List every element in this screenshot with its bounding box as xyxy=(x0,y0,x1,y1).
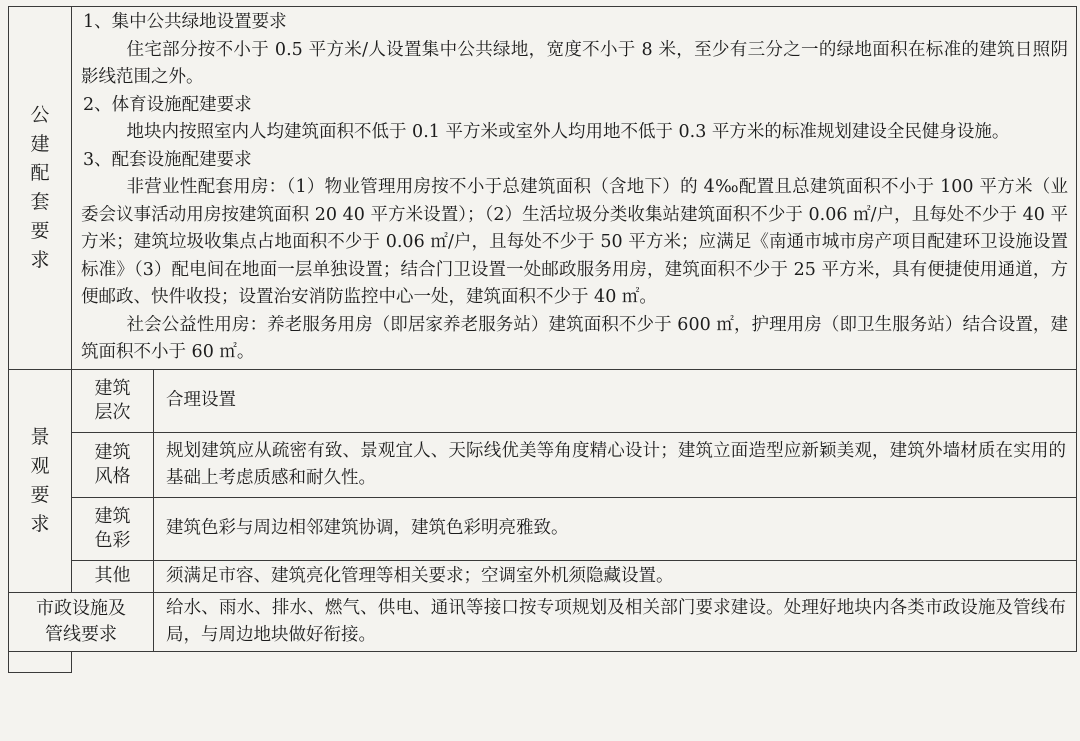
municipal-row xyxy=(9,592,1077,651)
landscape-row-3 xyxy=(9,497,1077,560)
green-space-heading: 1、集中公共绿地设置要求 xyxy=(83,12,287,32)
other-label: 其他 xyxy=(94,565,131,586)
building-level-label: 建筑层次 xyxy=(94,377,131,423)
other-label-cell xyxy=(72,560,154,592)
municipal-label: 市政设施及管线要求 xyxy=(36,597,126,645)
non-commercial-text: 非营业性配套用房：（1）物业管理用房按不小于总建筑面积（含地下）的 4‰配置且总建筑面积不小于 100 平方米（业委会议事活动用房按建筑面积 20 40 平方米设置）；（2）生活垃圾分类收集站建筑面积不少于 0.06 ㎡/户，且每处不少于 40 平方米；建筑垃圾收集点占地面积不少于 0.06 ㎡/户，且每处不少于 50 平方米；应满足《南通市城市房产项目配建环卫设施设置标准》（3）配电间在地面一层单独设置；结合门卫设置一处邮政服务用房，建筑面积不少于 25 平方米，具有便捷使用通道，方便邮政、快件收投；设置治安消防监控中心一处，建筑面积不少于 40 ㎡。 xyxy=(81,177,1068,307)
stub-cell-2 xyxy=(72,651,1077,672)
public-facilities-label-cell xyxy=(9,7,72,370)
building-level-label-cell xyxy=(72,369,154,432)
sports-text: 地块内按照室内人均建筑面积不低于 0.1 平方米或室外人均用地不低于 0.3 平方米的标准规划建设全民健身设施。 xyxy=(126,122,1010,142)
landscape-row-4 xyxy=(9,560,1077,592)
building-color-label: 建筑色彩 xyxy=(94,505,131,551)
landscape-row-1 xyxy=(9,369,1077,432)
sports-heading: 2、体育设施配建要求 xyxy=(83,94,252,115)
landscape-label-cell xyxy=(9,369,72,592)
green-space-text: 住宅部分按不小于 0.5 平方米/人设置集中公共绿地，宽度不小于 8 米，至少有三分之一的绿地面积在标准的建筑日照阴影线范围之外。 xyxy=(81,39,1068,87)
building-color-label-cell xyxy=(72,497,154,560)
public-facilities-content xyxy=(72,7,1077,370)
public-facilities-row xyxy=(9,7,1077,370)
building-color-text: 建筑色彩与周边相邻建筑协调，建筑色彩明亮雅致。 xyxy=(154,497,1077,560)
municipal-label-cell xyxy=(9,592,154,651)
planning-requirements-table xyxy=(8,6,1077,673)
building-style-label: 建筑风格 xyxy=(94,441,131,487)
landscape-row-2 xyxy=(9,432,1077,497)
municipal-text: 给水、雨水、排水、燃气、供电、通讯等接口按专项规划及相关部门要求建设。处理好地块内各类市政设施及管线布局，与周边地块做好衔接。 xyxy=(154,592,1077,651)
supporting-heading: 3、配套设施配建要求 xyxy=(83,149,252,170)
building-level-text: 合理设置 xyxy=(154,369,1077,432)
next-row-stub xyxy=(9,651,1077,672)
public-welfare-text: 社会公益性用房：养老服务用房（即居家养老服务站）建筑面积不少于 600 ㎡，护理用房（即卫生服务站）结合设置，建筑面积不小于 60 ㎡。 xyxy=(81,314,1068,362)
stub-cell-1 xyxy=(9,651,72,672)
public-facilities-label: 公建配套要求 xyxy=(30,103,50,271)
building-style-text: 规划建筑应从疏密有致、景观宜人、天际线优美等角度精心设计；建筑立面造型应新颖美观，建筑外墙材质在实用的基础上考虑质感和耐久性。 xyxy=(154,432,1077,497)
other-text: 须满足市容、建筑亮化管理等相关要求；空调室外机须隐藏设置。 xyxy=(154,560,1077,592)
building-style-label-cell xyxy=(72,432,154,497)
landscape-label: 景观要求 xyxy=(30,425,50,535)
